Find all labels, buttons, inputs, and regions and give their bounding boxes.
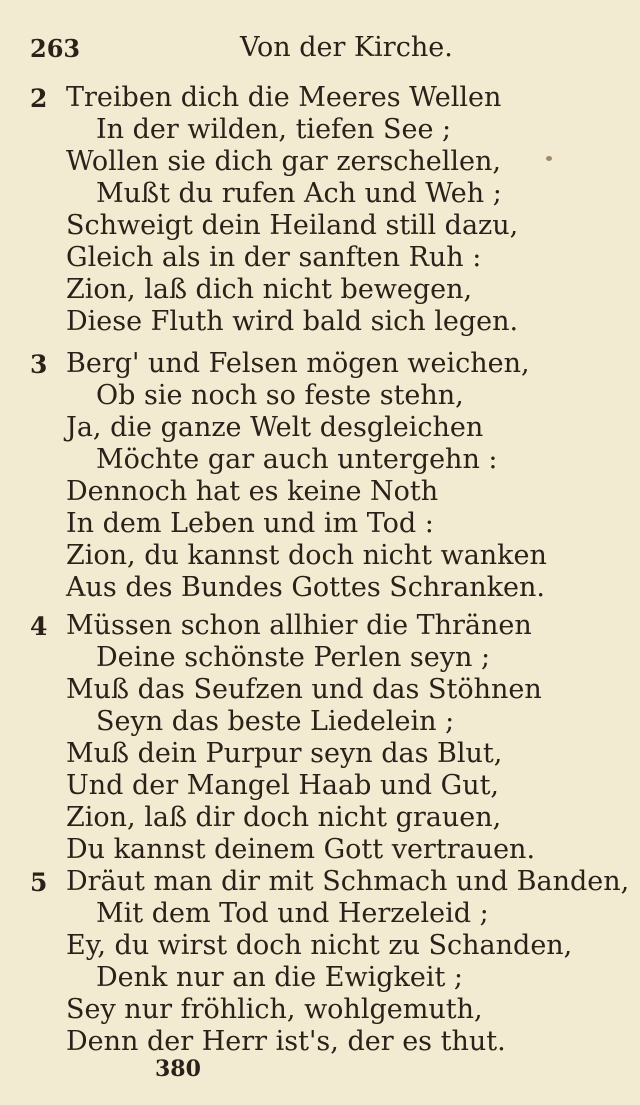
page-number: 263 [30,34,81,63]
verse-line: Ob sie noch so feste stehn, [96,380,464,411]
verse-line: Müssen schon allhier die Thränen [66,610,532,641]
verse-line: Zion, du kannst doch nicht wanken [66,540,547,571]
verse-line: Gleich als in der sanften Ruh : [66,242,482,273]
verse-line: Ja, die ganze Welt desgleichen [66,412,484,443]
stanza-5 [30,866,630,1062]
verse-line: Du kannst deinem Gott vertrauen. [66,834,536,865]
verse-line: Dräut man dir mit Schmach und Banden, [66,866,630,897]
verse-line: Denn der Herr ist's, der es thut. [66,1026,506,1057]
verse-line: Aus des Bundes Gottes Schranken. [66,572,545,603]
verse-line: Und der Mangel Haab und Gut, [66,770,500,801]
verse-line: Muß dein Purpur seyn das Blut, [66,738,503,769]
verse-line: Dennoch hat es keine Noth [66,476,439,507]
verse-line: Denk nur an die Ewigkeit ; [96,962,464,993]
verse-line: Schweigt dein Heiland still dazu, [66,210,519,241]
stanza-number: 2 [30,84,48,113]
verse-line: Muß das Seufzen und das Stöhnen [66,674,542,705]
stanza-number: 4 [30,612,48,641]
running-head: Von der Kirche. [240,32,453,63]
stanza-number: 3 [30,350,48,379]
verse-line: Treiben dich die Meeres Wellen [66,82,502,113]
verse-line: Diese Fluth wird bald sich legen. [66,306,519,337]
stanza-2 [30,82,630,342]
verse-line: Deine schönste Perlen seyn ; [96,642,491,673]
stanza-3 [30,348,630,608]
stanza-4 [30,610,630,870]
verse-line: Mit dem Tod und Herzeleid ; [96,898,489,929]
verse-line: Ey, du wirst doch nicht zu Schanden, [66,930,573,961]
verse-line: Zion, laß dich nicht bewegen, [66,274,473,305]
signature-mark: 380 [155,1056,201,1082]
verse-line: Seyn das beste Liedelein ; [96,706,455,737]
verse-line: Mußt du rufen Ach und Weh ; [96,178,502,209]
page-header [30,30,615,66]
verse-line: Möchte gar auch untergehn : [96,444,498,475]
verse-line: In dem Leben und im Tod : [66,508,434,539]
verse-line: In der wilden, tiefen See ; [96,114,452,145]
verse-line: Sey nur fröhlich, wohlgemuth, [66,994,483,1025]
verse-line: Zion, laß dir doch nicht grauen, [66,802,502,833]
verse-line: Wollen sie dich gar zerschellen, [66,146,502,177]
verse-line: Berg' und Felsen mögen weichen, [66,348,530,379]
stanza-number: 5 [30,868,48,897]
